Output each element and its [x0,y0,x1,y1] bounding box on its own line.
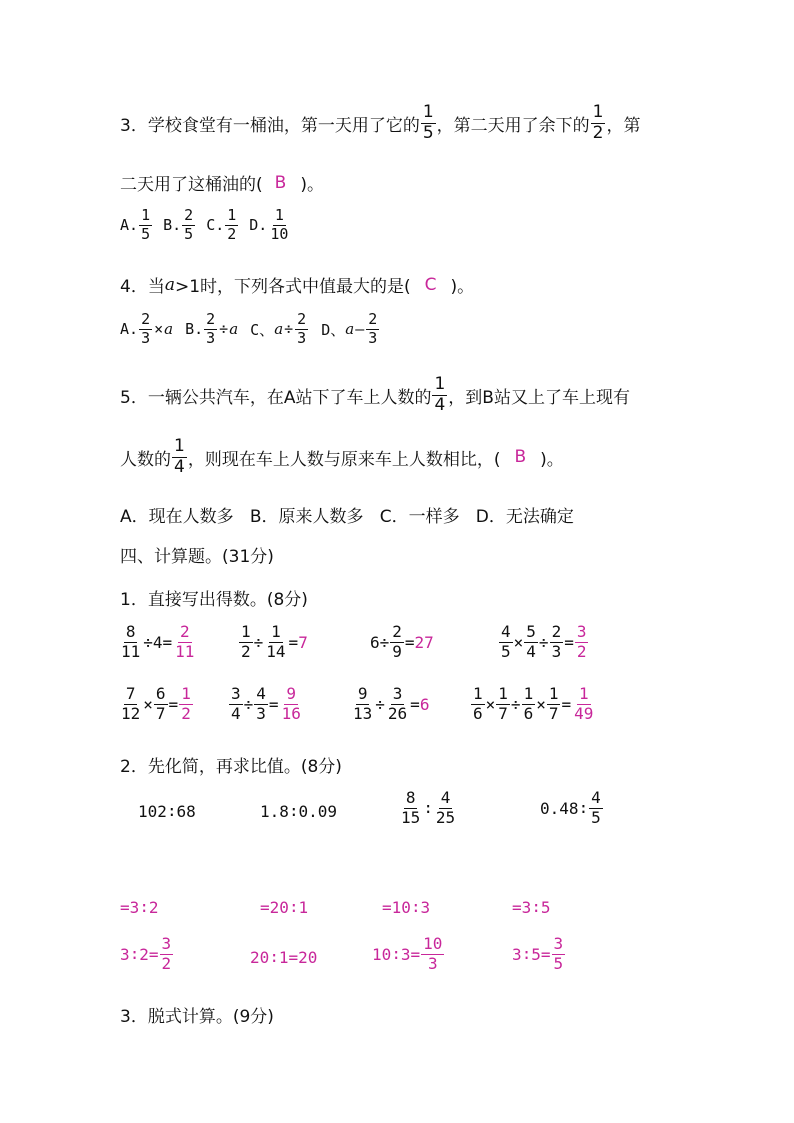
c2-title [120,752,342,777]
c2-r3-frac-a: $\frac{8}{15}$ [401,788,421,827]
q3-option-c-fraction: $\frac{1}{2}$ [227,206,237,243]
c2-r4-frac: $\frac{4}{5}$ [591,788,601,827]
c1-problem-5 [118,686,194,723]
c1-p2-frac-b: $\frac{1}{14}$ [266,622,286,661]
c1-problem-6 [228,686,304,723]
c1-p6-frac-a: $\frac{3}{4}$ [231,684,241,723]
q4-option-b-fraction: $\frac{2}{3}$ [206,310,216,347]
c1-p7-equals: = [410,694,420,714]
q4-option-b-variable: a [229,320,239,339]
c2-simplified-1-text: =3∶2 [120,898,159,917]
c1-p2-equals: = [288,632,299,652]
c1-p4-operator-1: × [513,632,524,652]
q3-stem-part5: )。 [300,175,324,195]
c1-p3-lead: 6÷ [370,632,390,652]
q4-stem [120,272,474,297]
c2-value-1 [120,936,174,973]
section4-title-text: 四、计算题。(31分) [120,547,274,567]
c1-p4-answer: $\frac{3}{2}$ [576,622,587,661]
c1-p6-frac-b: $\frac{4}{3}$ [256,684,266,723]
q3-option-c-label: C. [206,216,225,235]
c3-title-text: 3．脱式计算。(9分) [120,1007,274,1027]
q4-option-c-fraction: $\frac{2}{3}$ [297,310,307,347]
c1-p8-frac-c: $\frac{1}{6}$ [523,684,534,723]
c1-p8-frac-b: $\frac{1}{7}$ [498,684,508,723]
q4-stem-part3: )。 [450,277,475,297]
q3-line2 [120,170,324,195]
c1-p2-answer: 7 [298,632,308,652]
c2-ratio-2-text: 1.8∶0.09 [260,802,338,821]
c2-value-4 [512,936,566,973]
c1-p1-frac-a: $\frac{8}{11}$ [121,622,141,661]
q3-option-b-label: B. [163,216,182,235]
q3-option-a-label: A. [120,216,139,235]
q3-line1 [120,104,640,143]
c2-ratio-4 [540,790,604,827]
c1-problem-2 [238,624,308,661]
q4-option-a-variable: a [164,320,174,339]
c2-value-2-text: 20∶1=20 [250,948,318,967]
c1-p7-answer: 6 [419,694,430,714]
c1-p3-frac-b: $\frac{2}{9}$ [392,622,402,661]
q3-stem-part2: ，第二天用了余下的 [436,115,590,136]
c2-simplified-4 [512,898,551,917]
q4-option-b-operator: ÷ [219,320,229,339]
c1-p4-equals: = [564,632,574,652]
c1-p2-frac-a: $\frac{1}{2}$ [241,622,251,661]
c1-problem-1 [118,624,197,661]
q4-option-c-label: C、 [250,320,275,339]
q5-stem-part5: )。 [540,449,564,470]
c2-simplified-3-text: =10∶3 [382,898,431,917]
q5-stem-part3: 人数的 [120,449,171,470]
q3-fraction-1: $\frac{1}{5}$ [422,102,434,143]
c1-p5-answer: $\frac{1}{2}$ [181,684,191,723]
c1-p5-operator: × [143,694,153,714]
c2-value-1-lead: 3∶2= [120,944,159,964]
c2-r4-lead: 0.48∶ [540,798,589,818]
c1-p8-operator-1: × [485,694,496,714]
q5-line2 [120,438,564,477]
c1-p8-operator-3: × [536,694,546,714]
q4-option-a-fraction: $\frac{2}{3}$ [141,310,151,347]
c1-p4-frac-a: $\frac{4}{5}$ [501,622,511,661]
q4-options [120,312,380,347]
q3-options [120,208,291,243]
c1-p8-frac-a: $\frac{1}{6}$ [473,684,483,723]
q3-stem-part3: ，第 [606,115,641,136]
c1-p8-operator-2: ÷ [510,694,521,714]
c3-title [120,1002,274,1027]
c1-p7-frac-b: $\frac{3}{26}$ [387,684,408,723]
c1-problem-8 [470,686,596,723]
c1-p6-equals: = [268,694,279,714]
q4-option-d-fraction: $\frac{2}{3}$ [368,310,378,347]
c1-p8-equals: = [561,694,572,714]
c2-simplified-2-text: =20∶1 [260,898,309,917]
q4-answer: C [424,274,437,295]
c1-p6-answer: $\frac{9}{16}$ [281,684,301,723]
c1-title-text: 1．直接写出得数。(8分) [120,590,308,610]
c1-p4-frac-b: $\frac{5}{4}$ [526,622,536,661]
c2-ratio-3 [398,790,458,827]
c1-p4-operator-2: ÷ [538,632,549,652]
c1-p5-frac-b: $\frac{6}{7}$ [155,684,166,723]
q4-stem-part2: >1时，下列各式中值最大的是( [174,277,411,297]
c2-simplified-4-text: =3∶5 [512,898,551,917]
c2-title-text: 2．先化简，再求比值。(8分) [120,757,342,777]
c1-p7-operator: ÷ [375,694,385,714]
c2-value-2 [250,948,317,967]
c2-value-4-lead: 3∶5= [512,944,551,964]
q3-option-d-fraction: $\frac{1}{10}$ [270,206,289,243]
c1-problem-3 [370,624,434,661]
q4-option-d-variable: a [345,320,355,339]
c1-title [120,585,308,610]
c2-simplified-2 [260,898,308,917]
q4-option-a-label: A. [120,320,139,339]
q5-stem-part1: 5．一辆公共汽车，在A站下了车上人数的 [120,387,432,408]
c1-problem-4 [498,624,589,661]
c1-p3-answer: 27 [414,632,434,652]
q3-option-d-label: D. [249,216,268,235]
c1-p2-operator: ÷ [253,632,264,652]
c2-ratio-1-text: 102∶68 [138,802,196,821]
q5-options [120,502,574,527]
q4-option-d-operator: — [355,320,365,339]
q3-option-a-fraction: $\frac{1}{5}$ [141,206,151,243]
c1-p7-frac-a: $\frac{9}{13}$ [353,684,373,723]
section4-title [120,542,274,567]
q5-line1 [120,376,630,415]
q5-stem-part4: ，则现在车上人数与原来车上人数相比，( [187,449,501,470]
q5-options-text: A．现在人数多 B．原来人数多 C．一样多 D．无法确定 [120,507,574,527]
q4-variable: a [164,274,175,295]
q3-stem-part1: 3．学校食堂有一桶油，第一天用了它的 [120,115,420,136]
c1-p4-frac-c: $\frac{2}{3}$ [551,622,562,661]
c2-ratio-2 [260,802,337,821]
q5-answer: B [514,447,527,468]
q3-option-b-fraction: $\frac{2}{5}$ [184,206,194,243]
q3-stem-part4: 二天用了这桶油的( [120,175,263,195]
q4-option-c-operator: ÷ [284,320,294,339]
c1-p5-equals: = [168,694,179,714]
c1-p6-operator: ÷ [243,694,254,714]
c2-value-3-lead: 10∶3= [372,944,421,964]
q4-option-c-variable: a [274,320,284,339]
q5-fraction-1: $\frac{1}{4}$ [434,374,446,415]
q5-stem-part2: ，到B站又上了车上现有 [448,387,630,408]
c1-p1-answer: $\frac{2}{11}$ [175,622,195,661]
q4-option-d-label: D、 [321,320,346,339]
q4-option-a-operator: × [154,320,164,339]
c1-problem-7 [350,686,429,723]
c1-p5-frac-a: $\frac{7}{12}$ [121,684,141,723]
q4-stem-part1: 4．当 [120,277,165,297]
c2-value-4-frac: $\frac{3}{5}$ [553,934,564,973]
q4-option-b-label: B. [185,320,204,339]
q5-fraction-2: $\frac{1}{4}$ [174,436,185,477]
q3-answer: B [274,172,287,193]
c2-value-1-frac: $\frac{3}{2}$ [161,934,172,973]
c2-simplified-1 [120,898,159,917]
c2-ratio-1 [138,802,196,821]
c1-p1-operator: ÷4= [143,632,173,652]
c2-r3-frac-b: $\frac{4}{25}$ [435,788,456,827]
c1-p3-equals: = [404,632,415,652]
c2-value-3 [372,936,445,973]
c2-value-3-frac: $\frac{10}{3}$ [423,934,443,973]
q3-fraction-2: $\frac{1}{2}$ [592,102,604,143]
c1-p8-answer: $\frac{1}{49}$ [574,684,594,723]
c1-p8-frac-d: $\frac{1}{7}$ [548,684,559,723]
c2-simplified-3 [382,898,430,917]
c2-r3-colon: ∶ [423,798,433,818]
